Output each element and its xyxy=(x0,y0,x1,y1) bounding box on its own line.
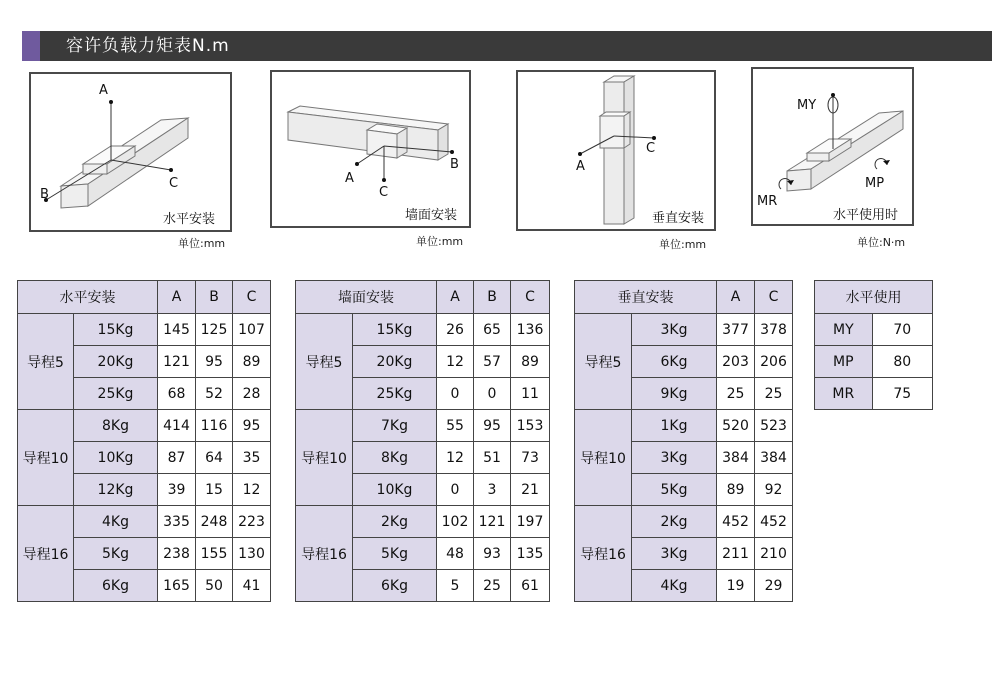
label-mr: MR xyxy=(757,194,778,209)
label-c: C xyxy=(169,176,179,191)
header-cell: A xyxy=(437,281,474,314)
moment-label: MP xyxy=(815,346,873,378)
load-cell: 3Kg xyxy=(632,442,717,474)
value-a: 5 xyxy=(437,570,474,602)
unit-label: 单位:mm xyxy=(659,238,707,251)
value-c: 206 xyxy=(755,346,793,378)
load-cell: 6Kg xyxy=(353,570,437,602)
value-c: 41 xyxy=(233,570,271,602)
load-cell: 7Kg xyxy=(353,410,437,442)
value-c: 107 xyxy=(233,314,271,346)
value-c: 25 xyxy=(755,378,793,410)
header-cell: C xyxy=(755,281,793,314)
load-cell: 20Kg xyxy=(353,346,437,378)
vertical-rail-drawing xyxy=(518,72,714,229)
label-a: A xyxy=(576,159,585,174)
header-cell: A xyxy=(717,281,755,314)
label-b: B xyxy=(450,157,459,172)
moment-label: MR xyxy=(815,378,873,410)
diagram-caption: 墙面安装 xyxy=(405,208,458,223)
value-c: 29 xyxy=(755,570,793,602)
value-a: 39 xyxy=(158,474,196,506)
value-c: 378 xyxy=(755,314,793,346)
table-row xyxy=(575,410,793,442)
wall-rail-drawing xyxy=(272,72,469,226)
value-a: 121 xyxy=(158,346,196,378)
table-header-row xyxy=(296,281,550,314)
load-cell: 15Kg xyxy=(353,314,437,346)
value-a: 238 xyxy=(158,538,196,570)
value-c: 73 xyxy=(511,442,550,474)
value-b: 3 xyxy=(474,474,511,506)
table-row xyxy=(18,314,271,346)
value-b: 248 xyxy=(196,506,233,538)
value-b: 15 xyxy=(196,474,233,506)
diagram-caption: 水平使用时 xyxy=(833,208,899,223)
value-a: 0 xyxy=(437,378,474,410)
value-c: 136 xyxy=(511,314,550,346)
unit-label: 单位:mm xyxy=(416,235,464,248)
load-cell: 8Kg xyxy=(353,442,437,474)
table-row xyxy=(815,378,933,410)
value-c: 223 xyxy=(233,506,271,538)
header-cell: 垂直安装 xyxy=(575,281,717,314)
load-cell: 5Kg xyxy=(353,538,437,570)
value-a: 12 xyxy=(437,442,474,474)
value-c: 12 xyxy=(233,474,271,506)
header-cell: B xyxy=(196,281,233,314)
moment-label: MY xyxy=(815,314,873,346)
value-b: 116 xyxy=(196,410,233,442)
value-c: 523 xyxy=(755,410,793,442)
value-b: 64 xyxy=(196,442,233,474)
load-cell: 1Kg xyxy=(632,410,717,442)
load-cell: 5Kg xyxy=(632,474,717,506)
value-a: 211 xyxy=(717,538,755,570)
table-vertical xyxy=(574,280,793,602)
value-a: 165 xyxy=(158,570,196,602)
value-a: 452 xyxy=(717,506,755,538)
value-b: 93 xyxy=(474,538,511,570)
lead-group-cell: 导程5 xyxy=(18,314,74,410)
value-a: 0 xyxy=(437,474,474,506)
lead-group-cell: 导程16 xyxy=(296,506,353,602)
value-b: 95 xyxy=(196,346,233,378)
load-cell: 25Kg xyxy=(353,378,437,410)
load-cell: 2Kg xyxy=(353,506,437,538)
lead-group-cell: 导程5 xyxy=(575,314,632,410)
table-header-row xyxy=(575,281,793,314)
value-c: 384 xyxy=(755,442,793,474)
value-a: 12 xyxy=(437,346,474,378)
lead-group-cell: 导程16 xyxy=(18,506,74,602)
value-a: 520 xyxy=(717,410,755,442)
value-c: 197 xyxy=(511,506,550,538)
table-header-row xyxy=(18,281,271,314)
diagram-wall xyxy=(270,70,471,228)
page-title: 容许负载力矩表N.m xyxy=(66,36,230,56)
value-c: 210 xyxy=(755,538,793,570)
value-b: 50 xyxy=(196,570,233,602)
label-mp: MP xyxy=(865,176,885,191)
header-accent xyxy=(22,31,40,61)
load-cell: 3Kg xyxy=(632,314,717,346)
table-row xyxy=(296,314,550,346)
header-cell: C xyxy=(233,281,271,314)
load-cell: 20Kg xyxy=(74,346,158,378)
value-b: 155 xyxy=(196,538,233,570)
value-c: 95 xyxy=(233,410,271,442)
header-cell: 水平使用 xyxy=(815,281,933,314)
load-cell: 5Kg xyxy=(74,538,158,570)
value-c: 28 xyxy=(233,378,271,410)
value-a: 145 xyxy=(158,314,196,346)
value-b: 121 xyxy=(474,506,511,538)
value-a: 55 xyxy=(437,410,474,442)
table-row xyxy=(296,410,550,442)
value-a: 26 xyxy=(437,314,474,346)
value-c: 61 xyxy=(511,570,550,602)
value-b: 65 xyxy=(474,314,511,346)
label-b: B xyxy=(40,187,49,202)
value-a: 377 xyxy=(717,314,755,346)
value-c: 153 xyxy=(511,410,550,442)
value-c: 92 xyxy=(755,474,793,506)
label-my: MY xyxy=(797,98,817,113)
load-cell: 2Kg xyxy=(632,506,717,538)
diagram-horizontal xyxy=(29,72,232,232)
value-c: 135 xyxy=(511,538,550,570)
value-c: 35 xyxy=(233,442,271,474)
value-b: 52 xyxy=(196,378,233,410)
moment-value: 80 xyxy=(872,346,932,378)
lead-group-cell: 导程10 xyxy=(18,410,74,506)
value-a: 48 xyxy=(437,538,474,570)
value-a: 89 xyxy=(717,474,755,506)
table-row xyxy=(575,506,793,538)
section-header xyxy=(22,31,992,61)
header-cell: 墙面安装 xyxy=(296,281,437,314)
load-cell: 4Kg xyxy=(632,570,717,602)
label-c: C xyxy=(379,185,389,200)
load-cell: 25Kg xyxy=(74,378,158,410)
value-a: 25 xyxy=(717,378,755,410)
value-a: 102 xyxy=(437,506,474,538)
horizontal-rail-drawing xyxy=(31,74,230,230)
value-b: 57 xyxy=(474,346,511,378)
value-a: 87 xyxy=(158,442,196,474)
load-cell: 12Kg xyxy=(74,474,158,506)
table-row xyxy=(815,346,933,378)
value-a: 384 xyxy=(717,442,755,474)
load-cell: 6Kg xyxy=(74,570,158,602)
lead-group-cell: 导程16 xyxy=(575,506,632,602)
unit-label: 单位:N·m xyxy=(857,236,906,249)
header-cell: C xyxy=(511,281,550,314)
label-a: A xyxy=(99,83,108,98)
label-c: C xyxy=(646,141,656,156)
diagram-vertical xyxy=(516,70,716,231)
table-row xyxy=(815,314,933,346)
load-cell: 8Kg xyxy=(74,410,158,442)
table-moment xyxy=(814,280,933,410)
moment-value: 75 xyxy=(872,378,932,410)
value-b: 51 xyxy=(474,442,511,474)
value-c: 130 xyxy=(233,538,271,570)
load-cell: 15Kg xyxy=(74,314,158,346)
load-cell: 10Kg xyxy=(74,442,158,474)
header-cell: B xyxy=(474,281,511,314)
value-b: 0 xyxy=(474,378,511,410)
value-a: 335 xyxy=(158,506,196,538)
moment-rail-drawing xyxy=(753,69,912,224)
header-cell: A xyxy=(158,281,196,314)
value-a: 68 xyxy=(158,378,196,410)
value-c: 11 xyxy=(511,378,550,410)
lead-group-cell: 导程10 xyxy=(575,410,632,506)
load-cell: 9Kg xyxy=(632,378,717,410)
label-a: A xyxy=(345,171,354,186)
table-row xyxy=(18,506,271,538)
diagram-moment xyxy=(751,67,914,226)
value-b: 25 xyxy=(474,570,511,602)
lead-group-cell: 导程5 xyxy=(296,314,353,410)
value-b: 125 xyxy=(196,314,233,346)
table-wall xyxy=(295,280,550,602)
diagram-caption: 水平安装 xyxy=(163,212,216,227)
load-cell: 6Kg xyxy=(632,346,717,378)
value-a: 19 xyxy=(717,570,755,602)
table-row xyxy=(296,506,550,538)
value-c: 452 xyxy=(755,506,793,538)
value-c: 89 xyxy=(511,346,550,378)
unit-label: 单位:mm xyxy=(178,237,226,250)
diagram-caption: 垂直安装 xyxy=(652,211,705,226)
load-cell: 3Kg xyxy=(632,538,717,570)
load-cell: 4Kg xyxy=(74,506,158,538)
table-header-row xyxy=(815,281,933,314)
value-b: 95 xyxy=(474,410,511,442)
table-row xyxy=(575,314,793,346)
load-cell: 10Kg xyxy=(353,474,437,506)
header-cell: 水平安装 xyxy=(18,281,158,314)
value-c: 89 xyxy=(233,346,271,378)
value-c: 21 xyxy=(511,474,550,506)
moment-value: 70 xyxy=(872,314,932,346)
value-a: 414 xyxy=(158,410,196,442)
value-a: 203 xyxy=(717,346,755,378)
lead-group-cell: 导程10 xyxy=(296,410,353,506)
table-horizontal xyxy=(17,280,271,602)
table-row xyxy=(18,410,271,442)
